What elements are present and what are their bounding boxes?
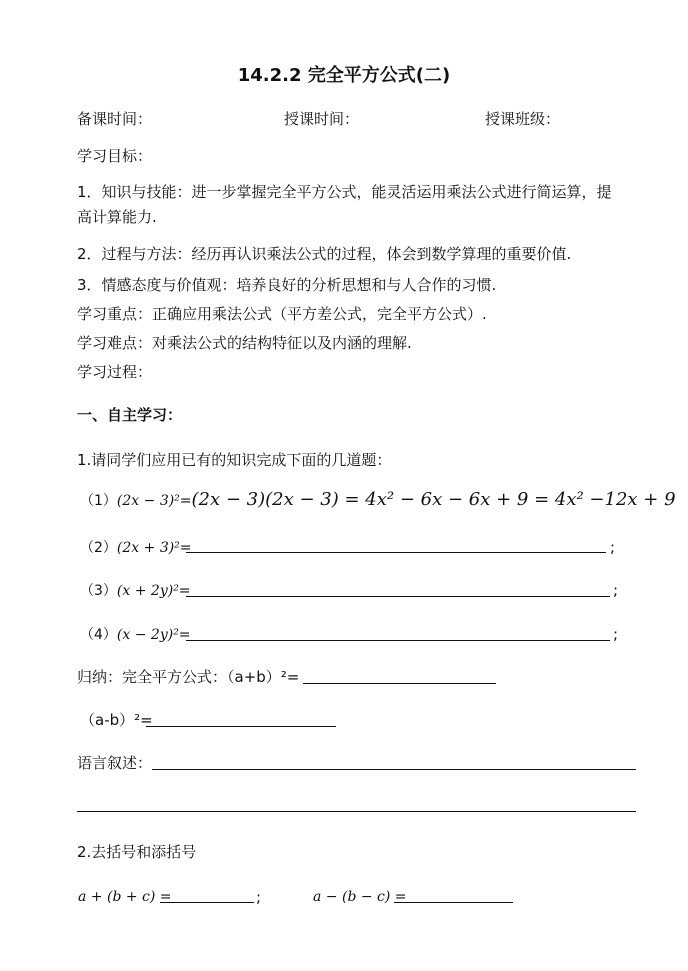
exercise-expression: (2x − 3)²= bbox=[116, 493, 192, 509]
answer-blank[interactable] bbox=[186, 551, 606, 553]
key-point: 学习重点：正确应用乘法公式（平方差公式，完全平方公式）. bbox=[77, 305, 487, 323]
bracket-blank-1[interactable] bbox=[160, 901, 254, 903]
teach-time-label: 授课时间： bbox=[284, 110, 360, 128]
formula-sum-blank[interactable] bbox=[303, 682, 496, 684]
goal-3: 3．情感态度与价值观：培养良好的分析思想和与人合作的习惯. bbox=[77, 276, 497, 294]
exercise-number: （2） bbox=[80, 540, 117, 556]
language-blank-1[interactable] bbox=[152, 768, 636, 770]
exercise-expression: (2x + 3)²= bbox=[116, 540, 192, 556]
exercise-number: （1） bbox=[80, 493, 117, 509]
question-1-intro: 1.请同学们应用已有的知识完成下面的几道题： bbox=[77, 451, 392, 469]
goal-1-line-1: 1．知识与技能：进一步掌握完全平方公式，能灵活运用乘法公式进行简运算，提 bbox=[77, 183, 612, 201]
difficulty: 学习难点：对乘法公式的结构特征以及内涵的理解. bbox=[77, 334, 412, 352]
language-blank-2[interactable] bbox=[77, 810, 636, 812]
exercise-3 bbox=[80, 580, 191, 601]
exercise-number: （3） bbox=[80, 583, 117, 599]
summary-label: 归纳：完全平方公式：（a+b）²= bbox=[77, 668, 300, 686]
exercise-2 bbox=[80, 537, 192, 558]
goal-2: 2．过程与方法：经历再认识乘法公式的过程，体会到数学算理的重要价值. bbox=[77, 245, 572, 263]
exercise-end: ; bbox=[613, 625, 619, 643]
exercise-expression: (x − 2y)²= bbox=[116, 627, 191, 643]
exercise-number: （4） bbox=[80, 627, 117, 643]
exercise-end: ; bbox=[613, 581, 619, 599]
answer-blank[interactable] bbox=[186, 639, 610, 641]
goals-heading: 学习目标： bbox=[77, 147, 153, 165]
bracket-blank-2[interactable] bbox=[394, 901, 513, 903]
answer-blank[interactable] bbox=[186, 595, 610, 597]
formula-diff: （a-b）²= bbox=[80, 711, 153, 729]
exercise-end: ; bbox=[610, 538, 616, 556]
process-heading: 学习过程： bbox=[77, 363, 153, 381]
goal-1-line-2: 高计算能力. bbox=[77, 208, 157, 226]
formula-sum: （a+b）²= bbox=[227, 668, 300, 686]
question-2-title: 2.去括号和添括号 bbox=[77, 843, 197, 861]
language-label: 语言叙述： bbox=[77, 754, 153, 772]
bracket-expr-2: a − (b − c) = bbox=[313, 889, 407, 905]
exercise-1 bbox=[80, 490, 676, 511]
bracket-expr-1: a + (b + c) = bbox=[78, 889, 172, 905]
prep-time-label: 备课时间： bbox=[77, 110, 153, 128]
exercise-expression: (x + 2y)²= bbox=[116, 583, 191, 599]
formula-diff-blank[interactable] bbox=[146, 725, 336, 727]
section-heading: 一、自主学习： bbox=[77, 406, 183, 424]
exercise-4 bbox=[80, 624, 191, 645]
page-title: 14.2.2 完全平方公式(二) bbox=[237, 65, 451, 86]
bracket-separator: ; bbox=[256, 888, 262, 906]
exercise-answer: (2x − 3)(2x − 3) = 4x² − 6x − 6x + 9 = 4x² −12x + 9 bbox=[191, 489, 676, 510]
class-label: 授课班级： bbox=[485, 110, 561, 128]
